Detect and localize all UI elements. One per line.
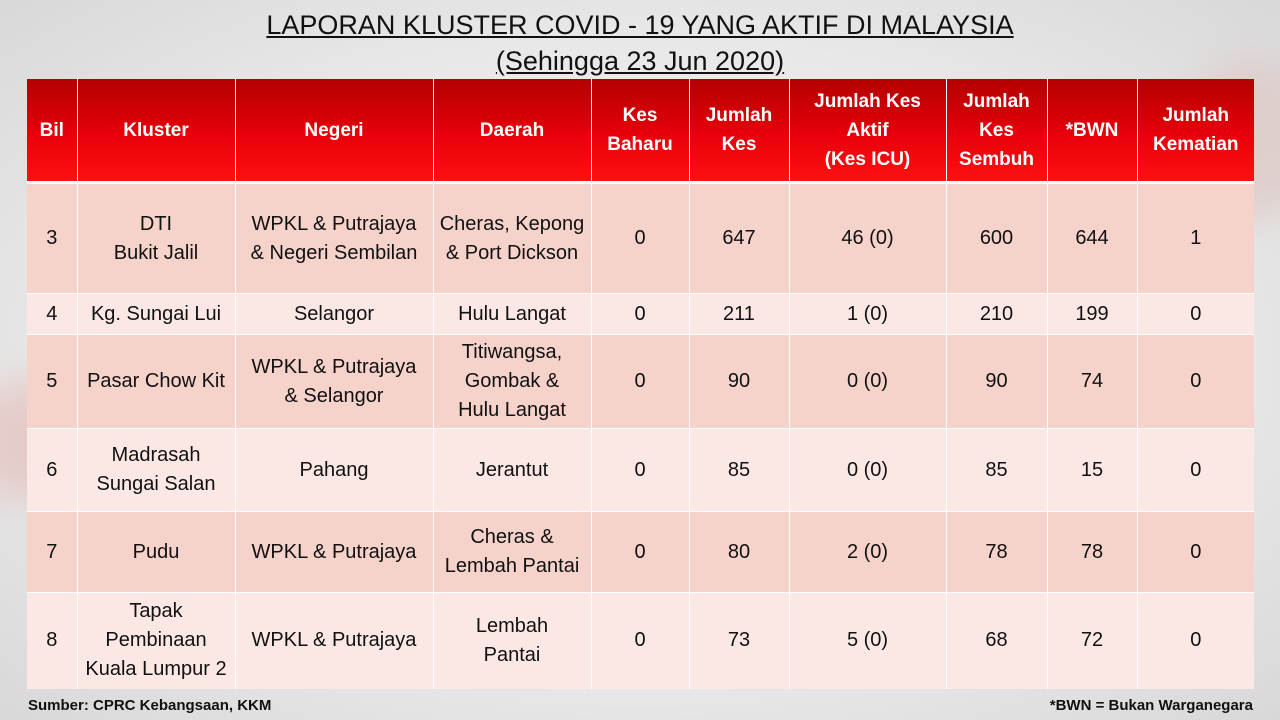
cell-kluster: [77, 593, 235, 689]
cell-text-line: Tapak: [129, 600, 183, 623]
cell-kes-aktif: 5 (0): [789, 593, 946, 689]
table-row: [27, 429, 1254, 512]
cell-daerah: [433, 429, 591, 512]
cell-kes-sembuh: 78: [946, 512, 1047, 593]
cell-text-line: DTI: [139, 212, 173, 235]
page-subtitle: (Sehingga 23 Jun 2020): [495, 46, 785, 76]
cell-text-line: Lembah: [475, 614, 549, 637]
header-cell: [27, 79, 77, 183]
cell-text-line: Aktif: [846, 119, 889, 141]
cell-kes-sembuh: 85: [946, 429, 1047, 512]
cell-text-line: Sungai Salan: [96, 473, 216, 495]
cell-negeri: [235, 183, 433, 294]
cell-text-line: *BWN: [1065, 119, 1119, 141]
cell-jumlah-kes: 73: [689, 593, 789, 689]
cell-text-line: WPKL & Putrajaya: [251, 355, 417, 378]
cell-text-line: Kg. Sungai Lui: [90, 302, 222, 325]
header-cell: [77, 79, 235, 183]
cell-bil: 6: [27, 429, 77, 512]
page-title: LAPORAN KLUSTER COVID - 19 YANG AKTIF DI MALAYSIA: [266, 10, 1014, 40]
cell-text-line: Pudu: [132, 540, 180, 563]
cell-text-line: (Kes ICU): [824, 148, 911, 170]
table-header-row: [27, 79, 1254, 183]
cell-kes-sembuh: 600: [946, 183, 1047, 294]
cell-daerah: [433, 335, 591, 429]
cell-text-line: Pembinaan: [105, 629, 207, 652]
cell-jumlah-kes: 90: [689, 335, 789, 429]
cell-jumlah-kes: 211: [689, 294, 789, 335]
cell-negeri: [235, 512, 433, 593]
cell-text-line: Gombak &: [464, 370, 560, 392]
table-row: [27, 335, 1254, 429]
cell-negeri: [235, 294, 433, 335]
header-cell: [1137, 79, 1254, 183]
header-cell: [789, 79, 946, 183]
cell-text-line: Kes: [979, 119, 1014, 141]
cell-negeri: [235, 429, 433, 512]
cell-text-line: Kes: [622, 105, 658, 126]
cell-daerah: [433, 512, 591, 593]
cell-kluster: [77, 335, 235, 429]
cell-negeri: [235, 593, 433, 689]
cell-kes-aktif: 46 (0): [789, 183, 946, 294]
cell-kes-baharu: 0: [591, 429, 689, 512]
cell-kes-aktif: 1 (0): [789, 294, 946, 335]
header-cell: [1047, 79, 1137, 183]
cell-text-line: Lembah Pantai: [444, 555, 580, 577]
cell-text-line: Jerantut: [475, 458, 549, 481]
cell-jumlah-kes: 80: [689, 512, 789, 593]
table-row: [27, 183, 1254, 294]
cell-kes-baharu: 0: [591, 183, 689, 294]
cell-text-line: WPKL & Putrajaya: [251, 629, 417, 652]
cell-bwn: 644: [1047, 183, 1137, 294]
cell-jumlah-kes: 647: [689, 183, 789, 294]
header-cell: [235, 79, 433, 183]
cell-kes-baharu: 0: [591, 512, 689, 593]
header-cell: [433, 79, 591, 183]
cell-text-line: & Selangor: [284, 384, 384, 407]
cell-text-line: Madrasah: [111, 444, 201, 466]
cell-text-line: Kematian: [1152, 134, 1239, 155]
cell-kematian: 0: [1137, 429, 1254, 512]
cell-bwn: 74: [1047, 335, 1137, 429]
cell-text-line: Baharu: [607, 134, 673, 155]
table-row: [27, 593, 1254, 689]
cell-text-line: Jumlah: [1162, 105, 1230, 126]
cell-kes-aktif: 2 (0): [789, 512, 946, 593]
cell-kematian: 0: [1137, 512, 1254, 593]
cell-daerah: [433, 593, 591, 689]
cell-jumlah-kes: 85: [689, 429, 789, 512]
cell-text-line: Bukit Jalil: [113, 241, 199, 264]
table-row: [27, 512, 1254, 593]
cell-text-line: & Negeri Sembilan: [250, 241, 418, 264]
cell-kes-sembuh: 90: [946, 335, 1047, 429]
header-cell: [946, 79, 1047, 183]
cell-text-line: Sembuh: [959, 148, 1034, 170]
header-cell: [591, 79, 689, 183]
cell-negeri: [235, 335, 433, 429]
cell-daerah: [433, 294, 591, 335]
cell-text-line: Cheras &: [470, 526, 554, 548]
cell-text-line: & Port Dickson: [445, 241, 579, 264]
cell-text-line: WPKL & Putrajaya: [251, 212, 417, 235]
cell-kematian: 1: [1137, 183, 1254, 294]
cell-kematian: 0: [1137, 335, 1254, 429]
cell-bil: 7: [27, 512, 77, 593]
cell-kluster: [77, 294, 235, 335]
cell-text-line: Jumlah: [963, 90, 1030, 112]
cell-text-line: Bil: [39, 119, 64, 141]
cell-text-line: Jumlah Kes: [814, 90, 921, 112]
cell-bil: 3: [27, 183, 77, 294]
cell-text-line: Pahang: [299, 458, 369, 481]
cell-kematian: 0: [1137, 593, 1254, 689]
cell-kes-baharu: 0: [591, 335, 689, 429]
cell-bwn: 15: [1047, 429, 1137, 512]
cell-text-line: Pantai: [483, 643, 541, 666]
cell-kluster: [77, 183, 235, 294]
cell-text-line: WPKL & Putrajaya: [251, 540, 417, 563]
cell-bwn: 78: [1047, 512, 1137, 593]
cell-bwn: 199: [1047, 294, 1137, 335]
cell-kes-baharu: 0: [591, 294, 689, 335]
cell-kes-sembuh: 68: [946, 593, 1047, 689]
cell-kes-baharu: 0: [591, 593, 689, 689]
cell-text-line: Kluster: [123, 119, 189, 141]
cell-bil: 5: [27, 335, 77, 429]
cell-text-line: Kuala Lumpur 2: [85, 658, 227, 681]
cell-kes-sembuh: 210: [946, 294, 1047, 335]
cell-text-line: Daerah: [479, 119, 545, 141]
cell-text-line: Hulu Langat: [458, 302, 566, 325]
table-row: [27, 294, 1254, 335]
cell-kes-aktif: 0 (0): [789, 335, 946, 429]
cell-daerah: [433, 183, 591, 294]
cell-text-line: Kes: [721, 134, 757, 155]
cell-kes-aktif: 0 (0): [789, 429, 946, 512]
cell-text-line: Negeri: [304, 119, 364, 141]
bwn-legend-note: *BWN = Bukan Warganegara: [1049, 697, 1253, 714]
cell-kematian: 0: [1137, 294, 1254, 335]
cell-text-line: Titiwangsa,: [461, 341, 563, 363]
source-note: Sumber: CPRC Kebangsaan, KKM: [28, 697, 272, 714]
cell-text-line: Hulu Langat: [458, 399, 566, 421]
cell-kluster: [77, 512, 235, 593]
cell-text-line: Jumlah: [705, 105, 773, 126]
header-cell: [689, 79, 789, 183]
cell-bwn: 72: [1047, 593, 1137, 689]
cell-text-line: Selangor: [293, 302, 375, 325]
cell-text-line: Cheras, Kepong: [439, 212, 585, 235]
cell-kluster: [77, 429, 235, 512]
cluster-table: [27, 79, 1254, 689]
cell-bil: 8: [27, 593, 77, 689]
cell-bil: 4: [27, 294, 77, 335]
cell-text-line: Pasar Chow Kit: [87, 370, 225, 392]
